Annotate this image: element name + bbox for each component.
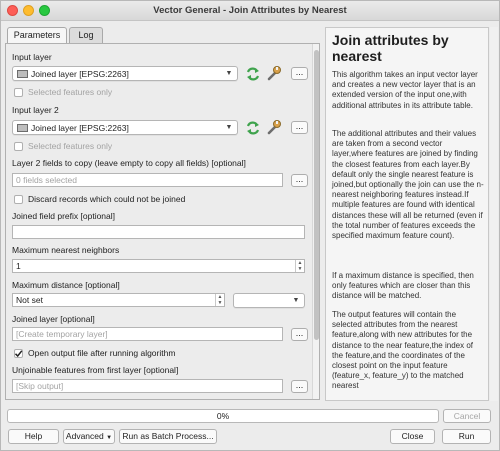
tab-parameters[interactable]: Parameters [7,27,67,43]
polygon-layer-icon [17,70,28,78]
joined-layer-label: Joined layer [optional] [12,314,95,324]
chevron-down-icon: ▼ [292,297,300,304]
chevron-down-icon: ▼ [225,70,233,77]
iterate-icon[interactable] [245,66,261,82]
distance-unit-combo[interactable] [233,293,305,308]
parameters-panel [5,43,320,400]
run-button[interactable]: Run [442,429,491,444]
unjoinable-label: Unjoinable features from first layer [optional] [12,365,179,375]
help-paragraph-4: The output features will contain the selected attributes from the nearest feature,along with new attributes for the distance to the near feature,the index of the feature,and the coordinates of the closest point on the input feature (feature_x, feature_y) to the matched nearest [332,310,473,391]
discard-records-label: Discard records which could not be joined [28,194,186,204]
cancel-button[interactable]: Cancel [443,409,491,423]
fields-to-copy-label: Layer 2 fields to copy (leave empty to copy all fields) [optional] [12,158,246,168]
input-layer2-label: Input layer 2 [12,105,59,115]
max-distance-label: Maximum distance [optional] [12,280,120,290]
joined-prefix-input[interactable] [12,225,305,239]
polygon-layer-icon [17,124,28,132]
input-layer2-value: Joined layer [EPSG:2263] [31,123,129,133]
parameters-scrollbar[interactable] [312,44,320,399]
advanced-label: Advanced [65,431,104,441]
close-button[interactable]: Close [390,429,435,444]
joined-layer-placeholder: [Create temporary layer] [16,329,108,339]
chevron-down-icon: ▼ [225,124,233,131]
input-layer-value: Joined layer [EPSG:2263] [31,69,129,79]
selected-only-label-2: Selected features only [28,141,113,151]
input-layer-browse-button[interactable]: ... [291,67,308,80]
unjoinable-browse-button[interactable]: ... [291,380,308,393]
wrench-settings-icon[interactable] [266,65,282,81]
progress-bar [7,409,439,423]
checkmark-icon [14,349,23,358]
spin-arrows-icon[interactable]: ▲ ▼ [215,294,224,306]
help-scrollbar[interactable] [490,27,498,401]
run-batch-button[interactable]: Run as Batch Process... [119,429,217,444]
selected-only-checkbox-2[interactable] [14,142,23,151]
max-neighbors-value: 1 [16,261,21,271]
max-neighbors-label: Maximum nearest neighbors [12,245,120,255]
input-layer-combo[interactable] [12,66,238,81]
wrench-settings-icon[interactable] [266,119,282,135]
selected-only-label-1: Selected features only [28,87,113,97]
max-neighbors-spinbox[interactable] [12,259,305,273]
window-title: Vector General - Join Attributes by Nearest [153,5,347,16]
joined-layer-browse-button[interactable]: ... [291,328,308,341]
help-paragraph-3: If a maximum distance is specified, then only features which are closer than this distance will be matched. [332,271,474,301]
joined-prefix-label: Joined field prefix [optional] [12,211,116,221]
unjoinable-output-input[interactable] [12,379,283,393]
chevron-down-icon: ▼ [106,435,113,441]
advanced-button[interactable] [63,429,115,444]
input-layer2-combo[interactable] [12,120,238,135]
discard-records-checkbox[interactable] [14,195,23,204]
fields-to-copy-input[interactable] [12,173,283,187]
fields-to-copy-value: 0 fields selected [16,175,77,185]
help-title: Join attributes by nearest [332,32,449,64]
help-button[interactable]: Help [8,429,59,444]
spin-arrows-icon[interactable]: ▲ ▼ [295,260,304,272]
help-paragraph-2: The additional attributes and their values are taken from a second vector layer,where features are joined by finding the closest features from each layer.By default only the single nearest feature is joined,but optionally the join can use the n-nearest neighboring features instead.If multiple features are found with identical distances these will all be returned (even if the total number of features exceeds the specified maximum feature count). [332,129,484,241]
joined-layer-output-input[interactable] [12,327,283,341]
selected-only-checkbox-1[interactable] [14,88,23,97]
max-distance-spinbox[interactable] [12,293,225,307]
max-distance-value: Not set [16,295,43,305]
input-layer2-browse-button[interactable]: ... [291,121,308,134]
title-bar [1,1,499,21]
tab-log[interactable]: Log [69,27,103,43]
progress-label: 0% [216,411,230,421]
input-layer-label: Input layer [12,52,52,62]
fields-to-copy-browse-button[interactable]: ... [291,174,308,187]
help-panel [325,27,489,401]
help-paragraph-1: This algorithm takes an input vector layer and creates a new vector layer that is an extended version of the input one,with additional attributes in its attribute table. [332,70,478,110]
open-output-label: Open output file after running algorithm [28,348,176,358]
unjoinable-placeholder: [Skip output] [16,381,64,391]
open-output-checkbox[interactable] [14,349,23,358]
scrollbar-thumb[interactable] [314,50,319,340]
iterate-icon[interactable] [245,120,261,136]
